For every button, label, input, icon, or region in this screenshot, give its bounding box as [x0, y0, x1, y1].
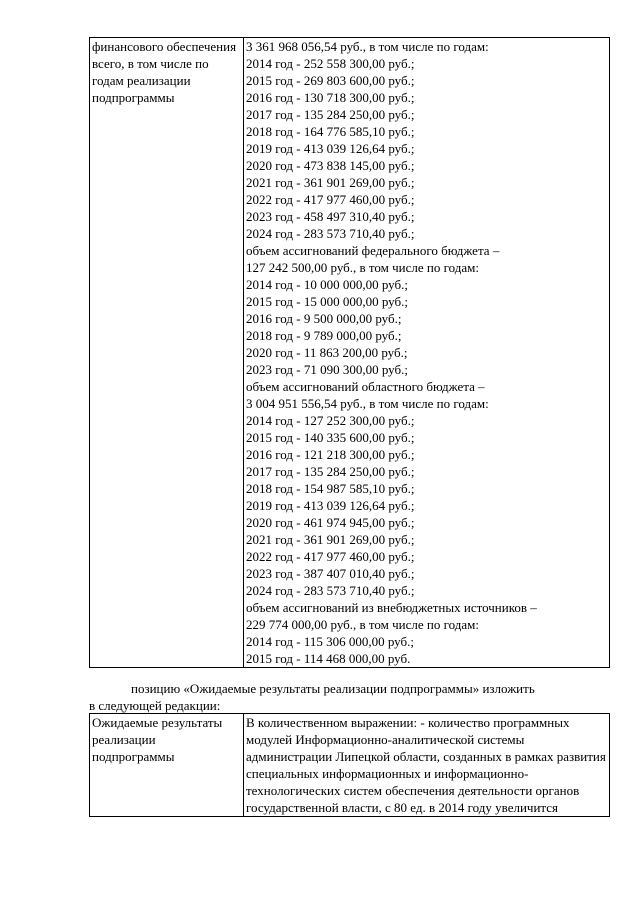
financing-line: 2023 год - 458 497 310,40 руб.; — [246, 209, 415, 224]
financing-line: объем ассигнований федерального бюджета – — [246, 243, 500, 258]
financing-line: 229 774 000,00 руб., в том числе по годам: — [246, 617, 479, 632]
financing-line: 2014 год - 127 252 300,00 руб.; — [246, 413, 415, 428]
financing-line: 2015 год - 114 468 000,00 руб. — [246, 651, 411, 666]
table-row — [90, 38, 610, 668]
expected-results-label: Ожидаемые результаты реализации подпрограммы — [92, 715, 223, 764]
financing-line: 2016 год - 130 718 300,00 руб.; — [246, 90, 415, 105]
financing-line: 2015 год - 140 335 600,00 руб.; — [246, 430, 415, 445]
financing-line: 2017 год - 135 284 250,00 руб.; — [246, 464, 415, 479]
financing-line: 2024 год - 283 573 710,40 руб.; — [246, 583, 415, 598]
table-row — [90, 714, 610, 817]
financing-line: 2015 год - 269 803 600,00 руб.; — [246, 73, 415, 88]
financing-line: 2017 год - 135 284 250,00 руб.; — [246, 107, 415, 122]
financing-line: 2019 год - 413 039 126,64 руб.; — [246, 141, 415, 156]
financing-line: 2014 год - 115 306 000,00 руб.; — [246, 634, 414, 649]
financing-values-cell — [244, 38, 610, 668]
financing-line: 2022 год - 417 977 460,00 руб.; — [246, 549, 415, 564]
financing-line: 2019 год - 413 039 126,64 руб.; — [246, 498, 415, 513]
expected-results-label-cell — [90, 714, 244, 817]
financing-line: 127 242 500,00 руб., в том числе по годам: — [246, 260, 479, 275]
financing-line: 2018 год - 154 987 585,10 руб.; — [246, 481, 415, 496]
financing-line: 2022 год - 417 977 460,00 руб.; — [246, 192, 415, 207]
financing-line: 2016 год - 9 500 000,00 руб.; — [246, 311, 402, 326]
expected-results-table — [89, 713, 610, 817]
financing-line: 2023 год - 71 090 300,00 руб.; — [246, 362, 408, 377]
financing-label-cell — [90, 38, 244, 668]
instruction-paragraph — [89, 680, 610, 714]
financing-line: 2015 год - 15 000 000,00 руб.; — [246, 294, 408, 309]
financing-line: 2021 год - 361 901 269,00 руб.; — [246, 175, 415, 190]
financing-line: 2018 год - 164 776 585,10 руб.; — [246, 124, 415, 139]
financing-line: 2020 год - 473 838 145,00 руб.; — [246, 158, 415, 173]
instruction-line-1: позицию «Ожидаемые результаты реализации подпрограммы» изложить — [131, 681, 535, 696]
financing-label: финансового обеспечения всего, в том числе по годам реализации подпрограммы — [92, 39, 237, 105]
financing-line: 2014 год - 10 000 000,00 руб.; — [246, 277, 408, 292]
financing-line: 2023 год - 387 407 010,40 руб.; — [246, 566, 415, 581]
financing-line: 3 004 951 556,54 руб., в том числе по годам: — [246, 396, 489, 411]
expected-results-text: В количественном выражении: - количество программных модулей Информационно-аналитической системы администрации Липецкой области, созданных в рамках развития специальных информационных и информационно-технологических систем обеспечения деятельности органов государственной власти, с 80 ед. в 2014 году увеличится — [246, 715, 606, 815]
financing-table — [89, 37, 610, 668]
expected-results-text-cell — [244, 714, 610, 817]
financing-line: 2020 год - 11 863 200,00 руб.; — [246, 345, 408, 360]
financing-line: 2016 год - 121 218 300,00 руб.; — [246, 447, 415, 462]
financing-line: 2020 год - 461 974 945,00 руб.; — [246, 515, 415, 530]
financing-line: объем ассигнований из внебюджетных источников – — [246, 600, 537, 615]
financing-line: 2018 год - 9 789 000,00 руб.; — [246, 328, 402, 343]
financing-line: объем ассигнований областного бюджета – — [246, 379, 485, 394]
financing-line: 2014 год - 252 558 300,00 руб.; — [246, 56, 415, 71]
financing-line: 3 361 968 056,54 руб., в том числе по годам: — [246, 39, 489, 54]
financing-line: 2024 год - 283 573 710,40 руб.; — [246, 226, 415, 241]
instruction-line-2: в следующей редакции: — [89, 698, 221, 713]
financing-line: 2021 год - 361 901 269,00 руб.; — [246, 532, 415, 547]
